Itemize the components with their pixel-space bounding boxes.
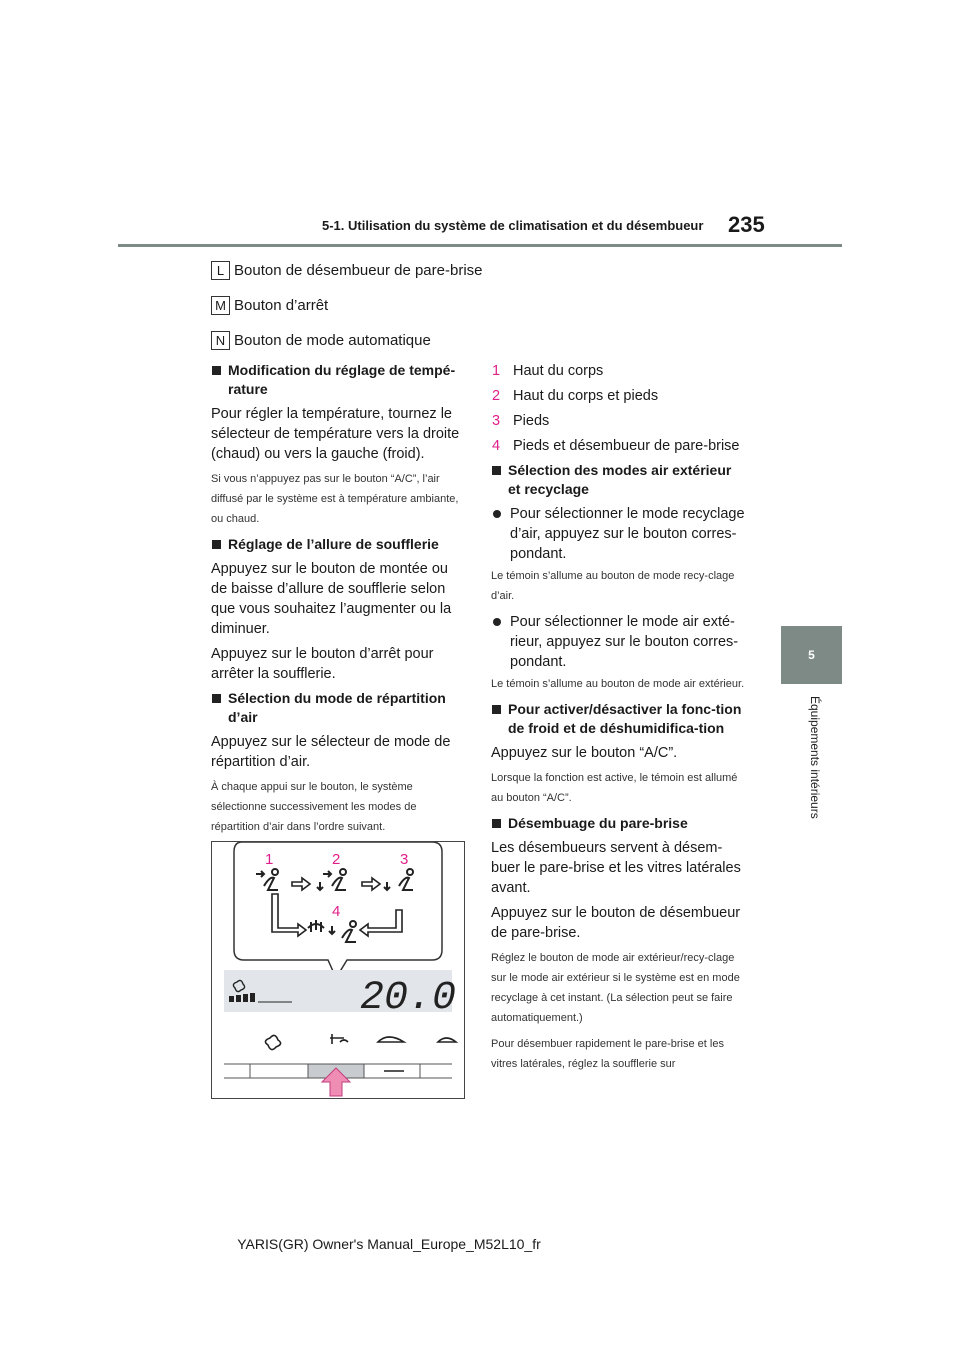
callout-n [211, 331, 431, 350]
ac-note: Lorsque la fonction est active, le témoin est allumé au bouton “A/C”. [491, 772, 738, 804]
mode-row-4 [491, 436, 745, 456]
defog-text-2: Appuyez sur le bouton de désembueur de pare-brise. [491, 905, 741, 941]
footer [0, 1236, 960, 1252]
mode-label: Haut du corps et pieds [513, 388, 659, 404]
mode-3-icon [384, 869, 413, 890]
mode-label-3: 3 [400, 851, 409, 868]
temp-heading: Modification du réglage de tempé-rature [211, 361, 465, 399]
mode-number: 3 [492, 413, 501, 429]
mode-note: À chaque appui sur le bouton, le système sélectionne successivement les modes de répartition d’air dans l’ordre suivant. [211, 781, 417, 833]
right-column [491, 361, 745, 1080]
ac-text: Appuyez sur le bouton “A/C”. [491, 745, 678, 761]
mode-label-1: 1 [265, 851, 274, 868]
left-column [211, 361, 465, 843]
section-title: 5-1. Utilisation du système de climatisation et du désembueur [322, 218, 704, 233]
mode-row-1 [491, 361, 745, 381]
mode-row-2 [491, 386, 745, 406]
climate-panel-illustration [212, 842, 464, 1098]
mode-label-4: 4 [332, 903, 341, 920]
callout-letter: N [211, 331, 230, 350]
recirc-bullet-1: Pour sélectionner le mode recyclage d’air, appuyez sur le bouton corres-pondant. [491, 504, 745, 564]
callout-letter: M [211, 296, 230, 315]
fan-text-2: Appuyez sur le bouton d’arrêt pour arrêter la soufflerie. [211, 646, 434, 682]
defog-note-2: Pour désembuer rapidement le pare-brise et les vitres latérales, réglez la soufflerie sur [491, 1038, 724, 1070]
callout-text: Bouton d’arrêt [234, 297, 329, 314]
defog-note-1: Réglez le bouton de mode air extérieur/recy-clage sur le mode air extérieur si le système est en mode recyclage à cet instant. (La sélection peut se faire automatiquement.) [491, 952, 740, 1024]
header-rule [118, 244, 842, 247]
callout-text: Bouton de mode automatique [234, 332, 431, 349]
chapter-number: 5 [808, 648, 815, 662]
recirc-note-2: Le témoin s’allume au bouton de mode air extérieur. [491, 678, 745, 690]
mode-label: Pieds et désembueur de pare-brise [513, 438, 740, 454]
display-temperature: 20.0 [360, 976, 457, 1021]
page-number: 235 [728, 212, 765, 237]
climate-panel-figure [211, 841, 465, 1099]
fan-text-1: Appuyez sur le bouton de montée ou de baisse d’allure de soufflerie selon que vous souhaitez l’augmenter ou la diminuer. [211, 561, 452, 637]
mode-number: 4 [492, 438, 501, 454]
recirc-note-1: Le témoin s’allume au bouton de mode recy-clage d’air. [491, 570, 735, 602]
temp-note: Si vous n’appuyez pas sur le bouton “A/C”, l’air diffusé par le système est à température ambiante, ou chaud. [211, 473, 459, 525]
panel-buttons-icons [265, 1034, 456, 1050]
mode-label-2: 2 [332, 851, 341, 868]
mode-number: 2 [492, 388, 501, 404]
mode-number: 1 [492, 363, 501, 379]
ac-heading: Pour activer/désactiver la fonc-tion de froid et de déshumidifica-tion [491, 700, 745, 738]
mode-4-icon [308, 920, 356, 942]
callout-text: Bouton de désembueur de pare-brise [234, 262, 483, 279]
mode-text: Appuyez sur le sélecteur de mode de répartition d’air. [211, 734, 451, 770]
mode-2-icon [317, 869, 346, 890]
chapter-title: Équipements intérieurs [808, 696, 822, 819]
fan-heading: Réglage de l’allure de soufflerie [211, 535, 465, 554]
mode-row-3 [491, 411, 745, 431]
defog-text-1: Les désembueurs servent à désem-buer le pare-brise et les vitres latérales avant. [491, 840, 741, 896]
callout-m [211, 296, 328, 315]
recirc-heading: Sélection des modes air extérieur et recyclage [491, 461, 745, 499]
chapter-tab [781, 626, 842, 684]
mode-heading: Sélection du mode de répartition d’air [211, 689, 465, 727]
temp-text: Pour régler la température, tournez le sélecteur de température vers la droite (chaud) ou vers la gauche (froid). [211, 406, 460, 462]
callout-letter: L [211, 261, 230, 280]
mode-label: Haut du corps [513, 363, 604, 379]
defog-heading: Désembuage du pare-brise [491, 814, 745, 833]
footer-text: YARIS(GR) Owner's Manual_Europe_M52L10_fr [237, 1236, 541, 1252]
mode-1-icon [256, 869, 278, 890]
recirc-bullet-2: Pour sélectionner le mode air exté-rieur, appuyez sur le bouton corres-pondant. [491, 612, 745, 672]
mode-label: Pieds [513, 413, 550, 429]
callout-l [211, 261, 483, 280]
